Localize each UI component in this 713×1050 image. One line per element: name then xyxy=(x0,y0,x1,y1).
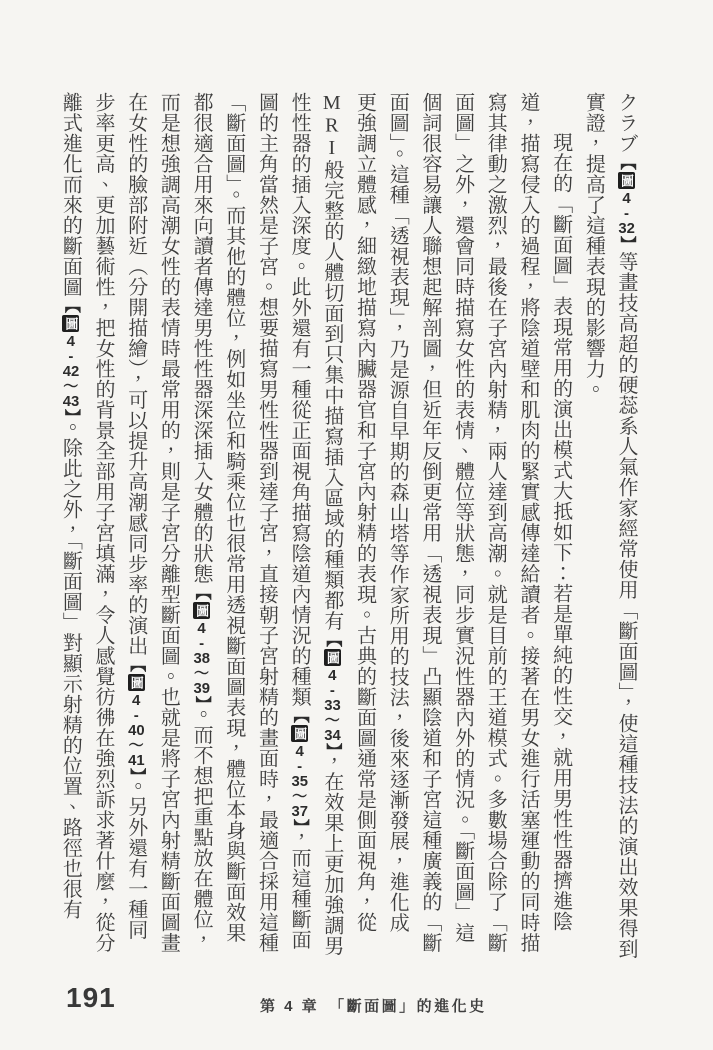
figure-reference: 【圖4-35〜37】 xyxy=(291,707,309,827)
text-column: 都很適合用來向讀者傳達男性性器深深插入女體的狀態【圖4-38〜39】。而不想把重點放在體位， xyxy=(190,92,213,950)
figure-label-box-icon: 圖 xyxy=(63,317,79,330)
figure-label-box-icon: 圖 xyxy=(128,676,144,689)
text-column: 面圖」。這種「透視表現」，乃是源自早期的森山塔等作家所用的技法，後來逐漸發展，進化成 xyxy=(386,92,409,933)
text-column: 步率更高、更加藝術性，把女性的背景全部用子宮填滿，令人感覺彷彿在強烈訴求著什麼，從分 xyxy=(92,92,114,953)
text-column: 面圖」之外，還會同時描寫女性的表情、體位等狀態，同步實況性器內外的情況。「斷面圖」這 xyxy=(451,92,474,943)
figure-label-box-icon: 圖 xyxy=(292,727,308,740)
figure-label-box-icon: 圖 xyxy=(194,604,210,617)
figure-label-box-icon: 圖 xyxy=(324,651,340,664)
text-column: 現在的「斷面圖」表現常用的演出模式大抵如下：若是單純的性交，就用男性性器擠進陰 xyxy=(549,132,572,932)
text-column: 在女性的臉部附近（分開描繪），可以提升高潮感同步率的演出【圖4-40〜41】。另外還有一種同 xyxy=(124,92,147,940)
figure-reference: 【圖4-38〜39】 xyxy=(193,584,211,704)
figure-label-box-icon: 圖 xyxy=(619,173,634,187)
text-column: 個詞很容易讓人聯想起解剖圖，但近年反倒更常用「透視表現」凸顯陰道和子宮這種廣義的「斷 xyxy=(418,92,441,953)
figure-reference: 【圖4-42〜43】 xyxy=(62,297,80,417)
text-column: MRI般完整的人體切面到只集中描寫插入區域的種類都有【圖4-33〜34】，在效果上更加強調男 xyxy=(320,92,343,956)
text-column: 「斷面圖」。而其他的體位，例如坐位和騎乘位也很常用透視斷面圖表現，體位本身與斷面效果 xyxy=(222,92,245,943)
text-column: クラブ【圖4-32】等畫技高超的硬蕊系人氣作家經常使用「斷面圖」，使這種技法的演出效果得到 xyxy=(615,92,637,959)
text-column: 而是想強調高潮女性的表情時最常用的，則是子宮分離型斷面圖。也就是將子宮內射精斷面圖畫 xyxy=(157,92,180,953)
text-column: 更強調立體感，細緻地描寫內臟器官和子宮內射精的表現。古典的斷面圖通常是側面視角，從 xyxy=(353,92,376,933)
text-column: 實證，提高了這種表現的影響力。 xyxy=(582,92,605,400)
chapter-footer: 第 4 章 「斷面圖」的進化史 xyxy=(260,998,487,1015)
figure-reference: 【圖4-33〜34】 xyxy=(323,631,341,751)
text-column: 離式進化而來的斷面圖【圖4-42〜43】。除此之外，「斷面圖」對顯示射精的位置、路徑也很有 xyxy=(59,92,82,920)
body-text-columns xyxy=(52,92,642,960)
page-number: 191 xyxy=(66,982,116,1013)
text-column: 寫其律動之激烈，最後在子宮內射精，兩人達到高潮。就是目前的王道模式。多數場合除了「斷 xyxy=(484,92,507,953)
text-column: 性性器的插入深度。此外還有一種從正面視角描寫陰道內情況的種類【圖4-35〜37】，而這種斷面 xyxy=(288,92,311,950)
figure-reference: 【圖4-32】 xyxy=(618,153,635,252)
text-column: 圖的主角當然是子宮。想要描寫男性性器到達子宮，直接朝子宮射精的畫面時，最適合採用這種 xyxy=(255,92,278,953)
figure-reference: 【圖4-40〜41】 xyxy=(127,656,145,776)
text-column: 道，描寫侵入的過程，將陰道壁和肌肉的緊實感傳達給讀者。接著在男女進行活塞運動的同時描 xyxy=(516,92,539,953)
